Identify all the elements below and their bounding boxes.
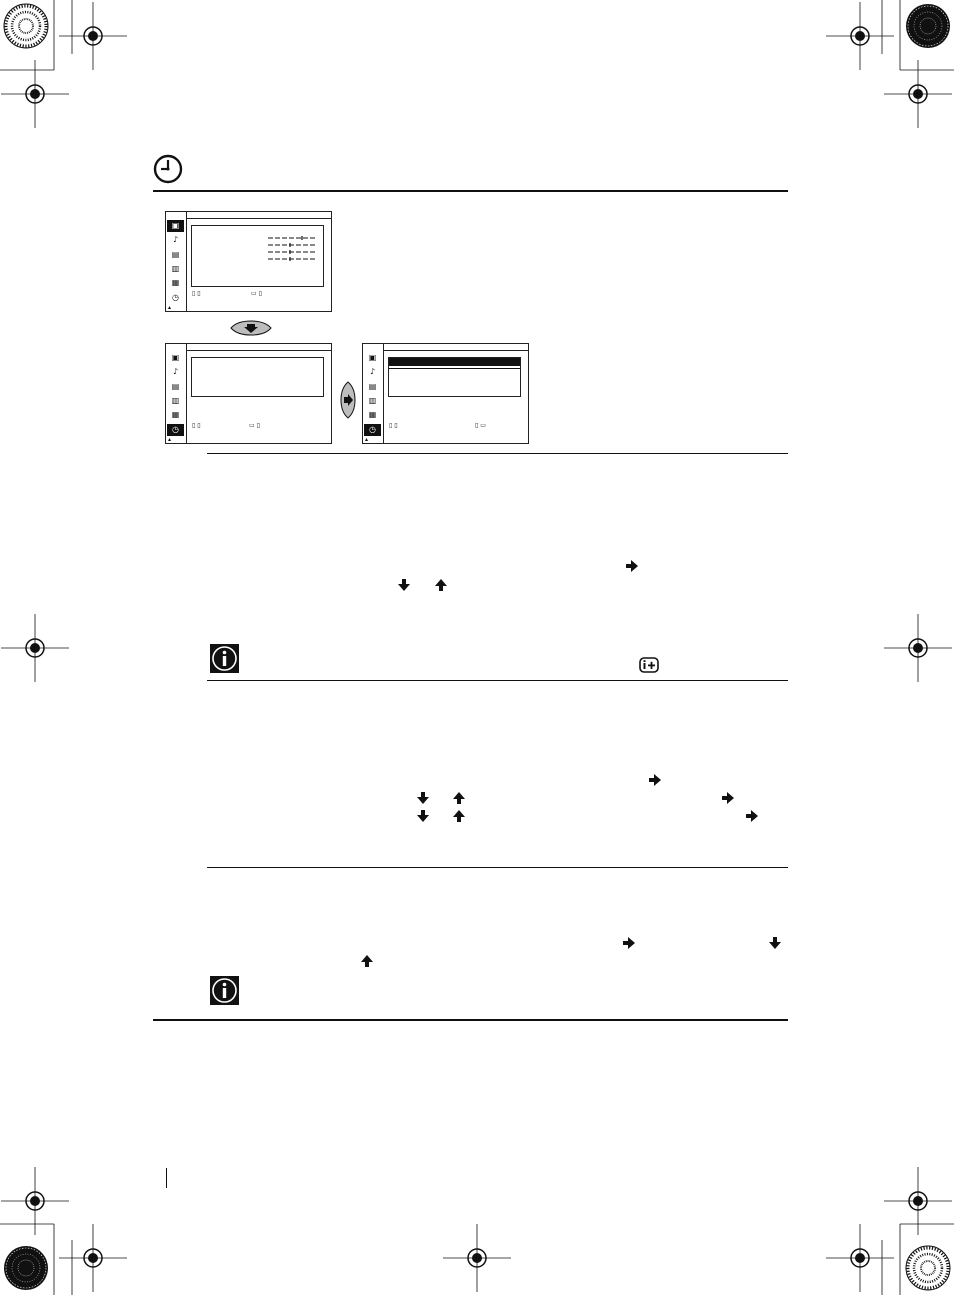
info-icon <box>210 976 239 1005</box>
timer-icon: ◷ <box>167 424 184 436</box>
up-arrow-icon <box>452 791 466 805</box>
down-arrow-icon <box>416 791 430 805</box>
setup-icon: ▦ <box>368 410 377 419</box>
features-icon: ▤ <box>171 382 180 391</box>
picture-icon: ▣ <box>167 220 184 232</box>
section-rule-2 <box>207 680 788 681</box>
up-arrow-icon <box>360 954 374 968</box>
up-arrow-icon <box>452 809 466 823</box>
sound-icon: ♪ <box>172 367 179 376</box>
setup-icon: ▦ <box>171 278 180 287</box>
menu-select-keys: ▯ ▯ <box>389 422 398 429</box>
info-plus-button-icon <box>639 657 659 673</box>
setup-icon: ▦ <box>171 410 180 419</box>
section-rule-3 <box>207 867 788 868</box>
menu-ok-key: ▭ ▯ <box>249 422 260 429</box>
menu-icon-column <box>363 344 384 443</box>
up-arrow-icon <box>434 578 448 592</box>
right-arrow-icon <box>745 809 759 823</box>
sound-icon: ♪ <box>172 235 179 244</box>
right-arrow-icon <box>625 559 639 573</box>
page-bottom-rule <box>153 1019 788 1021</box>
title-rule <box>153 190 788 192</box>
down-arrow-icon <box>229 320 273 336</box>
right-arrow-icon <box>339 380 357 420</box>
down-arrow-icon <box>768 936 782 950</box>
menu-scroll-marker: ▴ <box>168 304 172 311</box>
features-icon: ▤ <box>368 382 377 391</box>
timer-icon: ◷ <box>172 293 179 302</box>
menu-title-bar <box>187 350 331 351</box>
info-icon <box>210 644 239 673</box>
menu-ok-key: ▯ ▭ <box>475 422 486 429</box>
page-number-marker <box>166 1168 167 1188</box>
picture-icon: ▣ <box>171 353 180 362</box>
menu-scroll-marker: ▴ <box>168 436 172 443</box>
sound-icon: ♪ <box>369 367 376 376</box>
timer-icon: ◷ <box>364 424 381 436</box>
right-arrow-icon <box>622 936 636 950</box>
menu-select-keys: ▯ ▯ <box>192 422 201 429</box>
right-arrow-icon <box>721 791 735 805</box>
menu-ok-key: ▭ ▯ <box>251 290 262 297</box>
menu-icon-column <box>166 344 187 443</box>
down-arrow-icon <box>397 578 411 592</box>
option-divider <box>389 368 520 369</box>
timer-options-panel <box>191 357 324 397</box>
menu-screen-timer <box>165 343 332 444</box>
teletext-icon: ▥ <box>171 396 180 405</box>
features-icon: ▤ <box>171 250 180 259</box>
teletext-icon: ▥ <box>171 264 180 273</box>
menu-screen-timer-open <box>362 343 529 444</box>
highlighted-option-bar <box>389 358 520 366</box>
picture-level-sliders <box>268 236 318 262</box>
menu-screen-picture <box>165 211 332 312</box>
menu-title-bar <box>384 350 528 351</box>
teletext-icon: ▥ <box>368 396 377 405</box>
picture-settings-panel <box>191 225 324 287</box>
right-arrow-icon <box>648 773 662 787</box>
clock-icon <box>153 154 183 184</box>
menu-scroll-marker: ▴ <box>365 436 369 443</box>
menu-icon-column <box>166 212 187 311</box>
section-rule-1 <box>207 453 788 454</box>
menu-title-bar <box>187 218 331 219</box>
timer-options-panel <box>388 357 521 397</box>
picture-icon: ▣ <box>368 353 377 362</box>
down-arrow-icon <box>416 809 430 823</box>
menu-select-keys: ▯ ▯ <box>192 290 201 297</box>
